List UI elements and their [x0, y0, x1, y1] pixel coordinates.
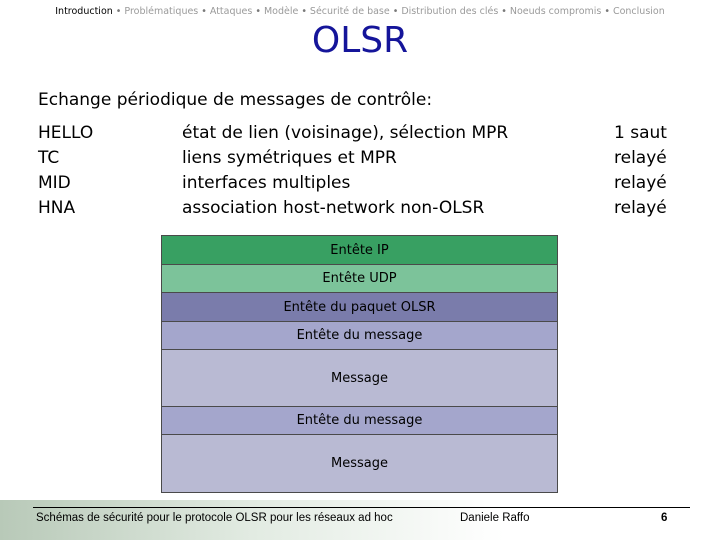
- packet-layer-7: [162, 435, 557, 492]
- nav-item-conclusion[interactable]: Conclusion: [612, 6, 665, 17]
- nav-separator: •: [301, 6, 307, 17]
- packet-layer-label: Entête IP: [330, 242, 389, 258]
- message-scope-column: [614, 121, 667, 221]
- packet-layer-5: [162, 350, 557, 407]
- nav-item-mod-le[interactable]: Modèle: [263, 6, 299, 17]
- page-number: 6: [661, 512, 668, 524]
- nav-item-introduction[interactable]: Introduction: [55, 6, 113, 17]
- section-nav: [0, 6, 720, 17]
- footer-divider: [33, 507, 690, 508]
- nav-item-distribution-des-cl-s[interactable]: Distribution des clés: [401, 6, 499, 17]
- message-desc-hello: état de lien (voisinage), sélection MPR: [182, 123, 509, 143]
- packet-layer-3: [162, 293, 557, 322]
- packet-layer-label: Message: [331, 370, 388, 386]
- nav-item-s-curit-de-base[interactable]: Sécurité de base: [309, 6, 390, 17]
- packet-layer-label: Message: [331, 456, 388, 471]
- packet-layer-label: Entête du message: [296, 413, 423, 428]
- packet-layer-label: Entête UDP: [322, 271, 397, 286]
- message-scope-hello: 1 saut: [614, 123, 667, 143]
- nav-separator: •: [255, 6, 261, 17]
- message-scope-mid: relayé: [614, 173, 667, 193]
- nav-item-attaques[interactable]: Attaques: [209, 6, 253, 17]
- message-scope-hna: relayé: [614, 198, 667, 218]
- packet-structure-diagram: [161, 235, 558, 493]
- packet-layer-2: [162, 265, 557, 293]
- packet-layer-label: Entête du paquet OLSR: [283, 299, 436, 315]
- message-type-hna: HNA: [38, 198, 76, 218]
- intro-text: Echange périodique de messages de contrôle:: [38, 90, 433, 110]
- footer-title: Schémas de sécurité pour le protocole OLSR pour les réseaux ad hoc: [36, 512, 393, 524]
- message-scope-tc: relayé: [614, 148, 667, 168]
- nav-item-probl-matiques[interactable]: Problématiques: [124, 6, 199, 17]
- message-description-column: [182, 121, 508, 221]
- nav-item-noeuds-compromis[interactable]: Noeuds compromis: [509, 6, 602, 17]
- message-type-column: [38, 121, 93, 221]
- message-desc-hna: association host-network non-OLSR: [182, 198, 485, 218]
- message-desc-mid: interfaces multiples: [182, 173, 351, 193]
- slide-title: OLSR: [311, 20, 409, 61]
- nav-separator: •: [115, 6, 122, 17]
- message-type-tc: TC: [38, 148, 60, 168]
- nav-separator: •: [501, 6, 507, 17]
- packet-layer-6: [162, 407, 557, 435]
- packet-layer-label: Entête du message: [296, 328, 423, 343]
- footer-author: Daniele Raffo: [460, 512, 530, 524]
- message-type-mid: MID: [38, 173, 71, 193]
- packet-layer-1: [162, 236, 557, 265]
- nav-separator: •: [604, 6, 610, 17]
- nav-separator: •: [392, 6, 399, 17]
- packet-layer-4: [162, 322, 557, 350]
- nav-separator: •: [201, 6, 207, 17]
- message-type-hello: HELLO: [38, 123, 94, 143]
- message-desc-tc: liens symétriques et MPR: [182, 148, 397, 168]
